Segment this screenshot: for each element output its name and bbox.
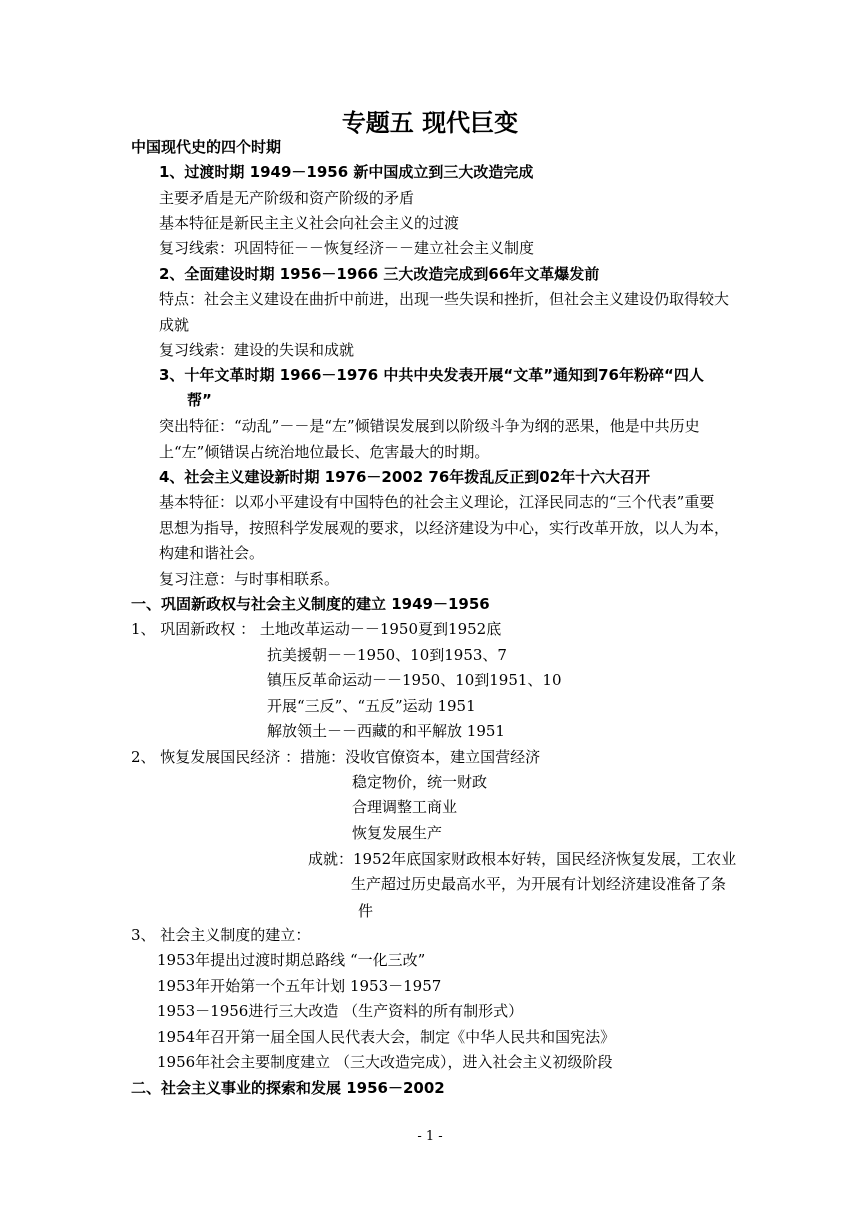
period-heading: 3、十年文革时期 1966－1976 中共中央发表开展“文革”通知到76年粉碎“四人	[159, 366, 704, 384]
text-line: 1956年社会主要制度建立 （三大改造完成），进入社会主义初级阶段	[157, 1053, 613, 1071]
text-line: 成就	[159, 316, 190, 334]
text-line: 主要矛盾是无产阶级和资产阶级的矛盾	[159, 189, 415, 207]
text-line: 生产超过历史最高水平，为开展有计划经济建设准备了条	[351, 875, 727, 893]
text-line: 3、 社会主义制度的建立：	[131, 926, 311, 944]
page-number: - 1 -	[417, 1129, 443, 1144]
text-line: 2、 恢复发展国民经济 ：措施：没收官僚资本，建立国营经济	[131, 748, 541, 766]
period-heading: 1、过渡时期 1949－1956 新中国成立到三大改造完成	[159, 163, 534, 181]
text-line: 成就：1952年底国家财政根本好转，国民经济恢复发展，工农业	[308, 850, 737, 868]
section-heading: 二、社会主义事业的探索和发展 1956－2002	[131, 1079, 445, 1097]
text-line: 1953年开始第一个五年计划 1953－1957	[157, 977, 442, 995]
text-line: 解放领土－－西藏的和平解放 1951	[267, 722, 505, 740]
section-heading: 一、巩固新政权与社会主义制度的建立 1949－1956	[131, 595, 490, 613]
text-line: 1953年提出过渡时期总路线 “一化三改”	[157, 951, 426, 969]
page-title: 专题五 现代巨变	[341, 109, 519, 137]
text-line: 突出特征：“动乱”－－是“左”倾错误发展到以阶级斗争为纲的恶果，他是中共历史	[159, 417, 700, 435]
period-heading: 2、全面建设时期 1956－1966 三大改造完成到66年文革爆发前	[159, 265, 600, 283]
text-line: 抗美援朝－－1950、10到1953、7	[267, 646, 507, 664]
text-line: 稳定物价，统一财政	[352, 773, 488, 791]
text-line: 1、 巩固新政权 ： 土地改革运动－－1950夏到1952底	[131, 620, 502, 638]
text-line: 基本特征是新民主主义社会向社会主义的过渡	[159, 214, 460, 232]
text-line: 恢复发展生产	[352, 824, 443, 842]
text-line: 构建和谐社会。	[159, 544, 265, 562]
text-line: 复习线索：建设的失误和成就	[159, 341, 355, 359]
text-line: 1954年召开第一届全国人民代表大会，制定《中华人民共和国宪法》	[157, 1028, 616, 1046]
text-line: 上“左”倾错误占统治地位最长、危害最大的时期。	[159, 443, 490, 461]
text-line: 复习注意：与时事相联系。	[159, 570, 340, 588]
text-line: 镇压反革命运动－－1950、10到1951、10	[267, 671, 562, 689]
section-heading: 中国现代史的四个时期	[131, 138, 282, 156]
text-line: 件	[358, 902, 374, 920]
period-heading-cont: 帮”	[187, 391, 212, 409]
text-line: 1953－1956进行三大改造 （生产资料的所有制形式）	[157, 1002, 524, 1020]
text-line: 开展“三反”、“五反”运动 1951	[267, 697, 476, 715]
period-heading: 4、社会主义建设新时期 1976－2002 76年拨乱反正到02年十六大召开	[159, 468, 651, 486]
text-line: 基本特征：以邓小平建设有中国特色的社会主义理论，江泽民同志的“三个代表”重要	[159, 493, 715, 511]
text-line: 思想为指导，按照科学发展观的要求，以经济建设为中心，实行改革开放，以人为本，	[159, 519, 730, 537]
text-line: 复习线索：巩固特征－－恢复经济－－建立社会主义制度	[159, 239, 535, 257]
text-line: 特点：社会主义建设在曲折中前进，出现一些失误和挫折，但社会主义建设仍取得较大	[159, 290, 730, 308]
text-line: 合理调整工商业	[352, 798, 458, 816]
